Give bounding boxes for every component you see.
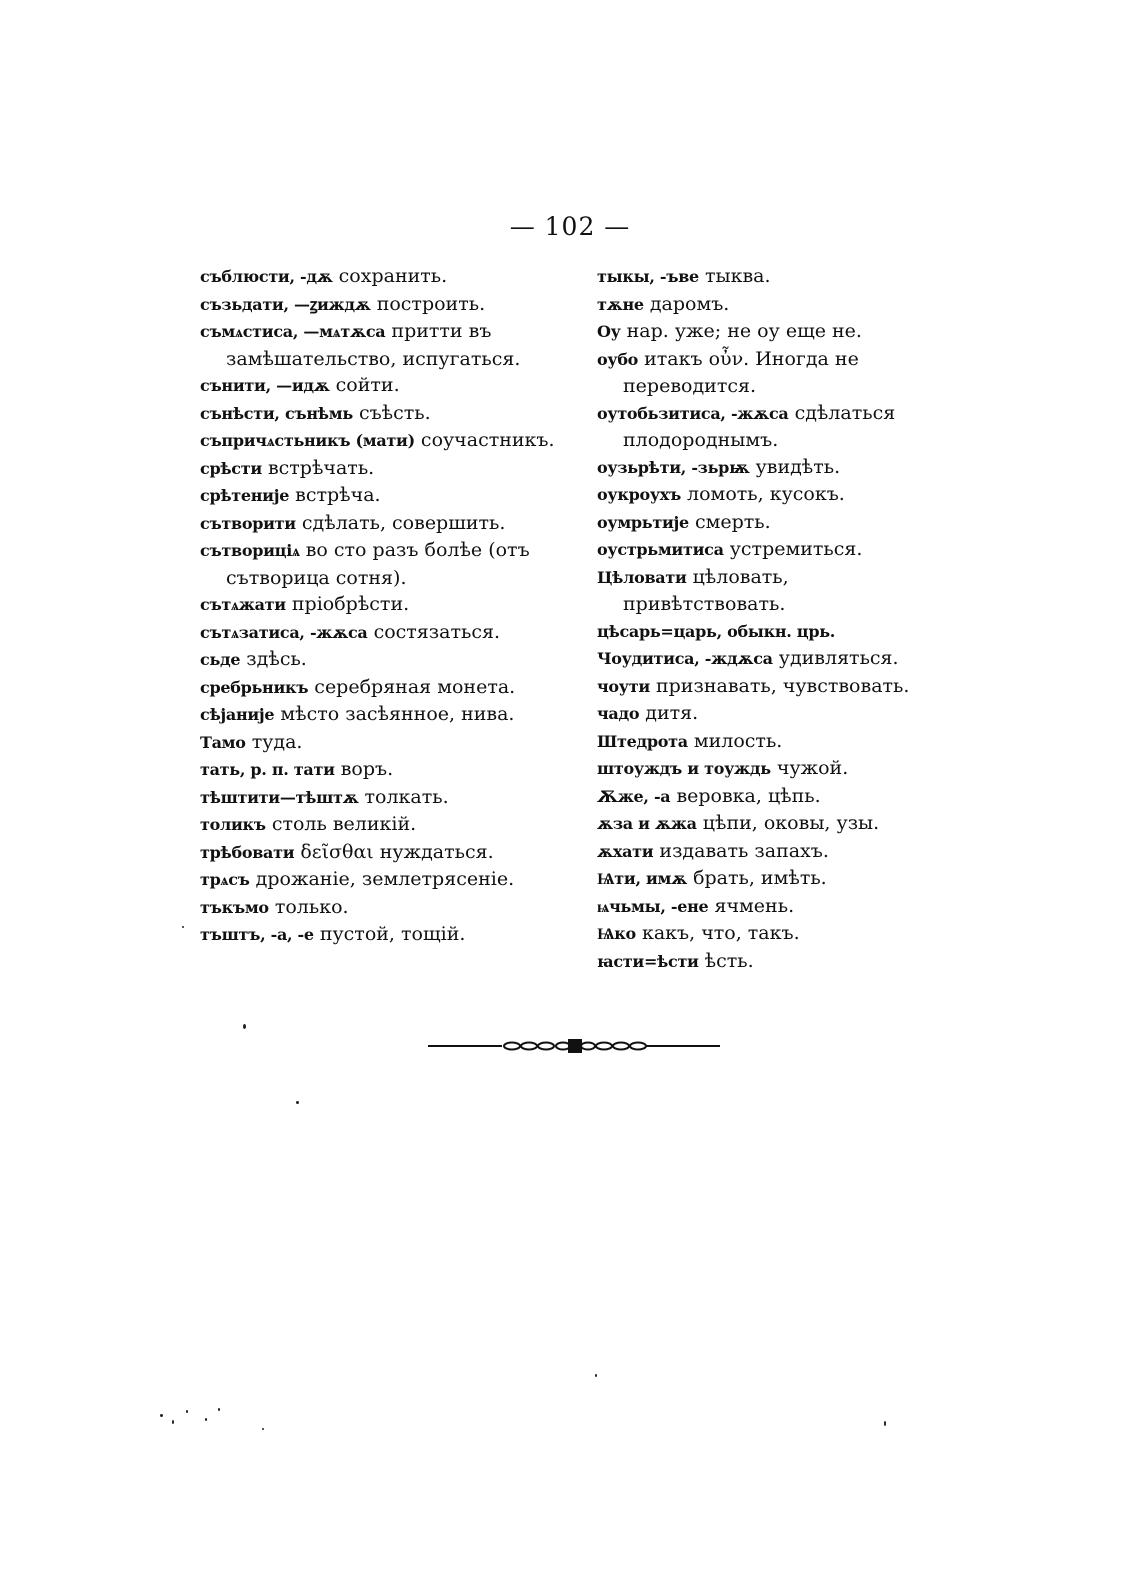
dictionary-entry (597, 536, 957, 564)
dictionary-entry (200, 784, 560, 812)
speck (160, 1414, 163, 1417)
entry-headword: ꙗсти=ѣсти (597, 951, 699, 971)
entry-headword: Оу (597, 322, 621, 341)
entry-gloss: серебряная монета. (314, 675, 516, 698)
entry-headword: оутобьзитиса, -жѫса (597, 403, 789, 423)
entry-headword: съпричѧстьникъ (мати) (200, 431, 415, 450)
entry-headword: сънити, —идѫ (200, 376, 330, 395)
entry-gloss: пустой, тощій. (319, 923, 466, 945)
dictionary-entry (200, 701, 560, 729)
dictionary-entry (597, 454, 957, 482)
entry-gloss: нар. уже; не оу еще не. (626, 320, 862, 342)
dictionary-entry (200, 756, 560, 784)
dictionary-entry (597, 728, 957, 756)
entry-gloss: дитя. (645, 702, 699, 724)
entry-gloss: сдѣлаться плодороднымъ. (623, 401, 896, 451)
dictionary-entry (200, 427, 560, 455)
entry-headword: тѫне (597, 294, 644, 314)
entry-headword: ѩчьмы, -ене (597, 896, 709, 916)
dictionary-entry (200, 894, 560, 922)
entry-gloss: состязаться. (373, 620, 500, 643)
entry-headword: оумрьтије (597, 512, 689, 532)
entry-headword: цѣсарь=царь, обыкн. црь. (597, 621, 836, 641)
dictionary-entry (597, 783, 957, 811)
entry-gloss: даромъ. (649, 292, 730, 315)
entry-gloss: дрожаніе, землетрясеніе. (255, 868, 515, 890)
entry-gloss: мѣсто засѣянное, нива. (280, 703, 515, 725)
entry-headword: съблюсти, -дѫ (200, 267, 333, 286)
entry-headword: тъкъмо (200, 897, 269, 917)
entry-headword: оукроухъ (597, 485, 681, 504)
entry-gloss: во сто разъ болѣе (отъ сътворица сотня). (226, 539, 530, 589)
entry-gloss: сдѣлать, совершить. (301, 511, 506, 534)
entry-headword: сътѧжати (200, 595, 286, 614)
dictionary-entry (200, 619, 560, 647)
dictionary-entry (597, 263, 957, 291)
entry-gloss: туда. (251, 730, 303, 753)
entry-gloss: признавать, чувствовать. (655, 674, 910, 697)
speck (262, 1428, 264, 1430)
speck (243, 1024, 246, 1029)
entry-headword: Ѩко (597, 924, 636, 943)
dictionary-entry (597, 755, 957, 783)
entry-headword: сѣјаније (200, 705, 275, 724)
dictionary-entry (200, 674, 560, 702)
entry-gloss: притти въ замѣшательство, испугаться. (226, 320, 521, 370)
dictionary-entry (597, 618, 957, 646)
dictionary-entry (597, 893, 957, 921)
dictionary-entry (200, 591, 560, 619)
page-number: — 102 — (509, 212, 631, 241)
dictionary-entry (200, 839, 560, 867)
dictionary-entry (597, 346, 957, 400)
entry-gloss: столь великій. (271, 813, 417, 835)
dictionary-entry (597, 948, 957, 976)
dictionary-entry (597, 318, 957, 346)
entry-headword: чоути (597, 676, 650, 696)
entry-headword: сътѧзатиса, -жѫса (200, 622, 368, 642)
entry-headword: сънѣсти, сънѣмь (200, 403, 353, 423)
entry-gloss: тыква. (704, 265, 771, 287)
entry-gloss: удивляться. (778, 647, 899, 669)
speck (296, 1101, 299, 1104)
entry-gloss: сойти. (335, 374, 400, 396)
entry-headword: трѣбовати (200, 842, 295, 862)
speck (172, 1420, 174, 1424)
speck (186, 1410, 188, 1413)
entry-headword: Ѫже, -а (597, 786, 671, 806)
entry-headword: чадо (597, 704, 640, 723)
dictionary-entry (200, 400, 560, 428)
dictionary-entry (200, 318, 560, 372)
entry-headword: Чоудитиса, -ждѫса (597, 649, 773, 668)
entry-headword: съзьдати, —ꙁиждѫ (200, 294, 371, 314)
entry-headword: тыкы, -ъве (597, 267, 699, 286)
entry-gloss: брать, имѣть. (693, 867, 827, 889)
entry-headword: ѫхати (597, 841, 654, 861)
right-column (597, 263, 957, 975)
entry-gloss: здѣсь. (246, 648, 307, 670)
speck (218, 1408, 220, 1411)
entry-gloss: смерть. (694, 510, 771, 533)
entry-headword: Ѩти, имѫ (597, 869, 688, 888)
entry-headword: срѣтеније (200, 486, 290, 505)
speck (595, 1374, 597, 1377)
entry-headword: Штедрота (597, 731, 688, 751)
speck (884, 1421, 886, 1426)
dictionary-entry (597, 920, 957, 948)
entry-gloss: милость. (693, 729, 783, 752)
dictionary-entry (200, 921, 560, 949)
entry-gloss: веровка, цѣпь. (676, 784, 821, 807)
entry-headword: сьде (200, 650, 241, 669)
dictionary-entry (597, 564, 957, 618)
entry-headword: трѧсъ (200, 870, 250, 889)
dictionary-entry (597, 481, 957, 509)
entry-headword: сътворити (200, 513, 296, 533)
dictionary-entry (597, 645, 957, 673)
speck (182, 926, 184, 928)
speck (205, 1418, 207, 1421)
entry-headword: оустрьмитиса (597, 540, 724, 559)
entry-gloss: воръ. (340, 758, 394, 780)
entry-gloss: цѣловать, привѣтствовать. (623, 565, 789, 615)
dictionary-entry (200, 263, 560, 291)
entry-headword: тѣштити—тѣштѫ (200, 787, 359, 807)
entry-gloss: ячмень. (714, 894, 795, 917)
entry-gloss: устремиться. (729, 538, 863, 560)
entry-headword: тать, р. п. тати (200, 760, 335, 779)
left-column (200, 263, 560, 949)
dictionary-entry (200, 291, 560, 319)
entry-gloss: ломоть, кусокъ. (687, 483, 845, 505)
entry-headword: сътвориціѧ (200, 541, 300, 560)
dictionary-entry (597, 810, 957, 838)
entry-headword: штоуждъ и тоуждь (597, 759, 771, 778)
dictionary-entry (597, 673, 957, 701)
dictionary-entry (200, 811, 560, 839)
entry-gloss: итакъ οὖν. Иногда не переводится. (623, 347, 859, 397)
dictionary-entry (200, 455, 560, 483)
entry-headword: съмѧстиса, —мѧтѫса (200, 322, 386, 341)
entry-headword: ѫза и ѫжа (597, 814, 697, 833)
dictionary-entry (200, 729, 560, 757)
dictionary-entry (200, 510, 560, 538)
entry-gloss: чужой. (776, 757, 849, 779)
dictionary-entry (597, 700, 957, 728)
entry-gloss: встрѣчать. (267, 456, 375, 479)
dictionary-entry (597, 838, 957, 866)
entry-headword: толикъ (200, 815, 266, 834)
entry-headword: Тамо (200, 732, 246, 752)
ornament-divider (428, 1036, 720, 1056)
entry-headword: срѣсти (200, 458, 262, 478)
entry-gloss: какъ, что, такъ. (641, 922, 800, 944)
entry-gloss: толкать. (364, 785, 449, 808)
entry-gloss: пріобрѣсти. (291, 593, 410, 615)
entry-gloss: цѣпи, оковы, узы. (702, 812, 880, 834)
entry-gloss: издавать запахъ. (659, 839, 829, 862)
dictionary-entry (200, 482, 560, 510)
entry-headword: оубо (597, 349, 639, 369)
entry-gloss: δεῖσθαι нуждаться. (300, 840, 494, 863)
dictionary-entry (597, 865, 957, 893)
entry-headword: Цѣловати (597, 567, 687, 587)
dictionary-entry (200, 372, 560, 400)
entry-headword: тъштъ, -а, -е (200, 925, 314, 944)
entry-gloss: соучастникъ. (420, 429, 555, 451)
entry-gloss: съѣсть. (358, 401, 431, 424)
entry-headword: оузьрѣти, -зьрѭ (597, 457, 750, 477)
dictionary-entry (200, 866, 560, 894)
entry-gloss: построить. (376, 292, 486, 315)
dictionary-entry (597, 400, 957, 454)
entry-gloss: встрѣча. (295, 484, 381, 506)
dictionary-entry (200, 537, 560, 591)
dictionary-entry (597, 509, 957, 537)
entry-gloss: сохранить. (338, 265, 448, 287)
dictionary-entry (597, 291, 957, 319)
dictionary-entry (200, 646, 560, 674)
entry-gloss: только. (274, 895, 349, 918)
entry-headword: сребрьникъ (200, 677, 309, 697)
entry-gloss: увидѣть. (755, 455, 841, 478)
entry-gloss: ѣсть. (704, 949, 754, 972)
